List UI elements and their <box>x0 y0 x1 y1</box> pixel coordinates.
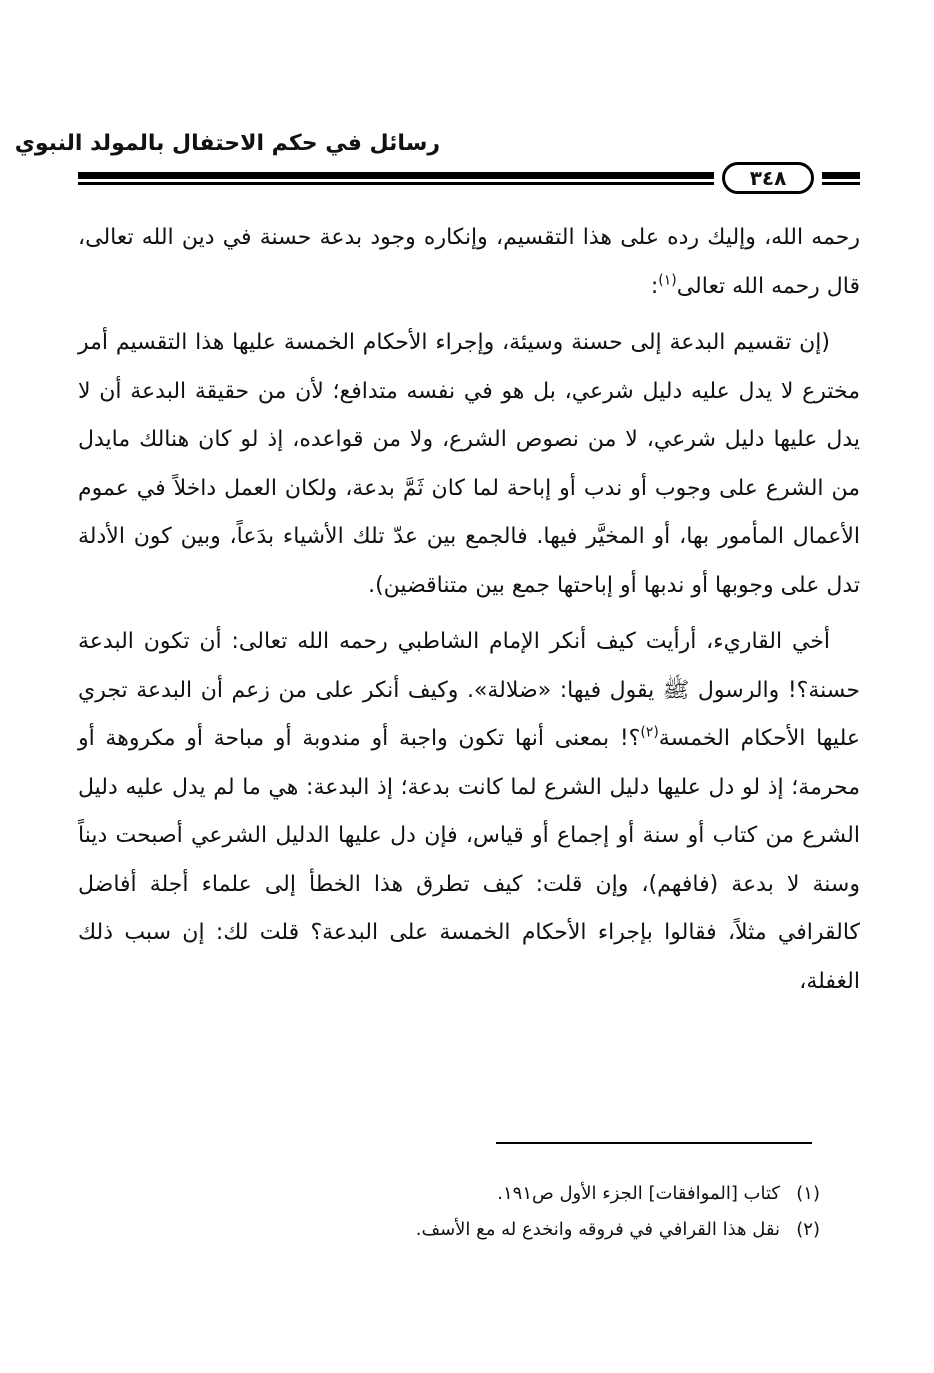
footnote-1-marker: (١) <box>796 1183 820 1204</box>
footnote-ref-1: (١) <box>658 272 677 289</box>
footnote-separator <box>496 1142 812 1144</box>
header-rule <box>78 162 860 198</box>
paragraph-3 <box>78 618 860 1006</box>
paragraph-1-tail: : <box>650 273 659 299</box>
paragraph-3-tail: ؟! بمعنى أنها تكون واجبة أو مندوبة أو مباحة أو مكروهة أو محرمة؛ إذ لو دل عليها دليل الشرع لما كانت بدعة؛ إذ البدعة: هي ما لم يدل عليه دليل الشرع من كتاب أو سنة أو إجماع أو قياس، فإن دل عليها الدليل الشرعي أصبحت ديناً وسنة لا بدعة (فافهم)، وإن قلت: كيف تطرق هذا الخطأ إلى علماء أجلة أفاضل كالقرافي مثلاً، فقالوا بإجراء الأحكام الخمسة على البدعة؟ قلت لك: إن سبب ذلك الغفلة، <box>78 726 860 994</box>
footnote-1-text: كتاب [الموافقات] الجزء الأول ص١٩١. <box>497 1183 780 1204</box>
double-rule-right <box>822 172 860 188</box>
page-number-badge: ٣٤٨ <box>722 162 814 194</box>
footnote-ref-2: (٢) <box>640 724 659 741</box>
footnote-2 <box>300 1212 820 1248</box>
paragraph-3-text: أخي القاريء، أرأيت كيف أنكر الإمام الشاطبي رحمه الله تعالى: أن تكون البدعة حسنة؟! والرسول ﷺ يقول فيها: «ضلالة». وكيف أنكر على من زعم أن البدعة تجري عليها الأحكام الخمسة <box>78 629 860 751</box>
main-text <box>78 214 860 1006</box>
paragraph-2-quote: (إن تقسيم البدعة إلى حسنة وسيئة، وإجراء الأحكام الخمسة عليها هذا التقسيم أمر مخترع لا يدل عليه دليل شرعي، بل هو في نفسه متدافع؛ لأن من حقيقة البدعة أن لا يدل عليها دليل شرعي، لا من نصوص الشرع، ولا من قواعده، إذ لو كان هنالك مايدل من الشرع على وجوب أو ندب أو إباحة لما كان ثَمَّ بدعة، ولكان العمل داخلاً في عموم الأعمال المأمور بها، أو المخيَّر فيها. فالجمع بين عدّ تلك الأشياء بدَعاً، وبين كون الأدلة تدل على وجوبها أو ندبها أو إباحتها جمع بين متناقضين). <box>78 330 860 598</box>
paragraph-1-text: رحمه الله، وإليك رده على هذا التقسيم، وإنكاره وجود بدعة حسنة في دين الله تعالى، قال رحمه الله تعالى <box>78 225 860 299</box>
paragraph-1 <box>78 214 860 311</box>
running-header-title: رسائل في حكم الاحتفال بالمولد النبوي <box>14 131 440 156</box>
footnotes <box>300 1176 820 1248</box>
footnote-2-marker: (٢) <box>796 1219 820 1240</box>
footnote-1 <box>300 1176 820 1212</box>
double-rule-left <box>78 172 714 188</box>
footnote-2-text: نقل هذا القرافي في فروقه وانخدع له مع الأسف. <box>415 1219 780 1240</box>
